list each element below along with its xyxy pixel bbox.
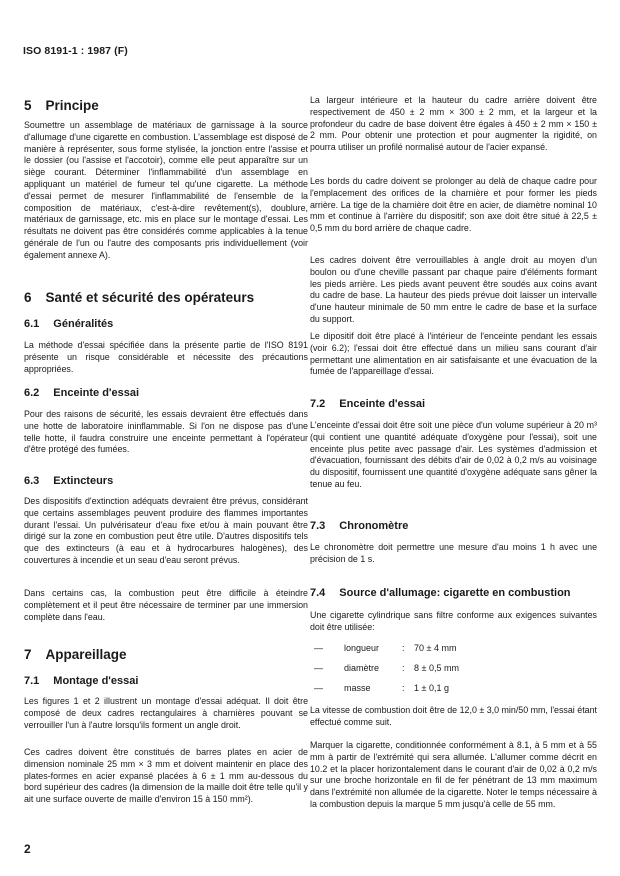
section-6-2-paragraph: Pour des raisons de sécurité, les essais devraient être effectués dans une hotte de laboratoire ininflammable. Si l'on ne dispose pas d'une telle hotte, il faudra construire une enceinte permettant à l'opérateur d'être protégé des fumées. xyxy=(24,409,308,455)
section-5-paragraph: Soumettre un assemblage de matériaux de garnissage à la source d'allumage d'une cigarette en combustion. L'assemblage est disposé de manière à représenter, sous forme stylisée, la jonction entre l'assise et le dossier (ou l'assise et l'accotoir), comme elle peut apparaître sur un siège courant. Déterminer l'inflammabilité d'un assemblage en appliquant un matériel de fumeur tel qu'une cigarette. La méthode d'essai permet de mesurer l'inflammabilité de l'ensemble de la composition de matériaux, c'est-à-dire revêtement(s), doublure, matériaux de garnissage, etc. mis en place sur le montage d'essai. Les résultats ne doivent pas être considérés comme applicables à la tenue générale de l'un ou l'autre des composants pris individuellement (voir également annexe A). xyxy=(24,120,308,260)
section-7-1-paragraph-2: Ces cadres doivent être constitués de barres plates en acier de dimension nominale 25 mm × 3 mm et doivent maintenir en place des plates-formes en acier expansé placées à 6 ± 1 mm au-dessous du bord supérieur des cadres (la dimension de la maille doit être telle qu'il y ait une surface ouverte de maille d'environ 15 à 150 mm²). xyxy=(24,747,308,805)
section-7-4-heading: 7.4 Source d'allumage: cigarette en combustion xyxy=(310,587,571,599)
section-7-2-heading: 7.2 Enceinte d'essai xyxy=(310,398,426,410)
spec-item: — longueur : 70 ± 4 mm xyxy=(314,643,457,653)
frame-locking-paragraph: Les cadres doivent être verrouillables à angle droit au moyen d'un boulon ou d'une cheville passant par chaque paire d'éléments formant les pieds arrière. Les pieds avant peuvent être soudés aux coins avant du cadre de base. La hauteur des pieds prévue doit laisser un intervalle d'une hauteur minimale de 50 mm entre le cadre de base et la surface du support. xyxy=(310,255,597,324)
spec-item: — masse : 1 ± 0,1 g xyxy=(314,683,449,693)
frame-edges-paragraph: Les bords du cadre doivent se prolonger au delà de chaque cadre pour l'emplacement des orifices de la charnière et pour former les pieds arrière. La tige de la charnière doit être en acier, de diamètre nominal 10 mm et continue à l'arrière du dispositif; son axe doit être situé à 22,5 ± 0,5 mm du bord arrière de chaque cadre. xyxy=(310,176,597,234)
section-6-heading: 6 Santé et sécurité des opérateurs xyxy=(24,290,255,305)
section-7-heading: 7 Appareillage xyxy=(24,647,127,662)
page-number: 2 xyxy=(24,842,31,856)
section-7-1-heading: 7.1 Montage d'essai xyxy=(24,675,139,687)
marking-procedure-paragraph: Marquer la cigarette, conditionnée conformément à 8.1, à 5 mm et à 55 mm à partir de l'extrémité qui sera allumée. L'allumer comme décrit en 10.2 et la placer horizontalement dans le courant d'air de 0,02 à 0,2 m/s sur une broche horizontale en fil de fer pénétrant de 13 mm maximum dans l'extrémité non allumée de la cigarette. Noter le temps nécessaire à la combustion depuis la marque 5 mm jusqu'à celle de 55 mm. xyxy=(310,740,597,809)
section-6-1-heading: 6.1 Généralités xyxy=(24,318,114,330)
section-7-3-paragraph: Le chronomètre doit permettre une mesure d'au moins 1 h avec une précision de 1 s. xyxy=(310,542,597,564)
section-7-4-intro-paragraph: Une cigarette cylindrique sans filtre conforme aux exigences suivantes doit être utilisée: xyxy=(310,610,597,632)
section-6-2-heading: 6.2 Enceinte d'essai xyxy=(24,387,140,399)
section-6-3-heading: 6.3 Extincteurs xyxy=(24,475,114,487)
section-6-1-paragraph: La méthode d'essai spécifiée dans la présente partie de l'ISO 8191 présente un risque considérable et nécessite des précautions appropriées. xyxy=(24,340,308,374)
section-7-2-paragraph: L'enceinte d'essai doit être soit une pièce d'un volume supérieur à 20 m³ (qui contient une quantité adéquate d'oxygène pour l'essai), soit une enceinte plus petite avec passage d'air. Les systèmes d'admission et d'évacuation, fournissant des débits d'air de 0,02 à 0,2 m/s au voisinage du dispositif, fournissent une quantité d'oxygène adéquate sans gêner la tenue au feu. xyxy=(310,420,597,489)
section-7-3-heading: 7.3 Chronomètre xyxy=(310,520,409,532)
section-6-3-paragraph-2: Dans certains cas, la combustion peut être difficile à éteindre complètement et il peut être nécessaire de terminer par une immersion complète dans l'eau. xyxy=(24,588,308,622)
cigarette-specs-list xyxy=(310,638,597,698)
device-placement-paragraph: Le dipositif doit être placé à l'intérieur de l'enceinte pendant les essais (voir 6.2); l'essai doit être effectué dans un milieu sans courant d'air permettant une alimentation en air satisfaisante et une évacuation de la fumée de l'appareillage d'essai. xyxy=(310,331,597,377)
section-6-3-paragraph-1: Des dispositifs d'extinction adéquats devraient être prévus, considérant que certains assemblages peuvent produire des flammes importantes durant l'essai. Un pulvérisateur d'eau fixe et/ou à main pouvant être dirigé sur la zone en combustion peut être utile. D'autres dispositifs tels que des extincteurs (à eau et à hydrocarbures halogènes), des couvertures à incendie et un seau d'eau seront prévus. xyxy=(24,496,308,565)
spec-item: — diamètre : 8 ± 0,5 mm xyxy=(314,663,459,673)
section-7-1-paragraph-1: Les figures 1 et 2 illustrent un montage d'essai adéquat. Il doit être composé de deux cadres rectangulaires à charnières pouvant se verrouiller l'un à l'autre lorsqu'ils forment un angle droit. xyxy=(24,696,308,730)
document-header: ISO 8191-1 : 1987 (F) xyxy=(23,45,128,57)
frame-dimensions-paragraph: La largeur intérieure et la hauteur du cadre arrière doivent être respectivement de 450 ± 2 mm × 300 ± 2 mm, et la largeur et la profondeur du cadre de base doivent être égales à 450 ± 2 mm × 150 ± 2 mm. Pour obtenir une protection et pour augmenter la rigidité, on pourra utiliser un profilé normalisé autour de l'acier expansé. xyxy=(310,95,597,153)
combustion-rate-paragraph: La vitesse de combustion doit être de 12,0 ± 3,0 min/50 mm, l'essai étant effectué comme suit. xyxy=(310,705,597,727)
section-5-heading: 5 Principe xyxy=(24,98,99,113)
